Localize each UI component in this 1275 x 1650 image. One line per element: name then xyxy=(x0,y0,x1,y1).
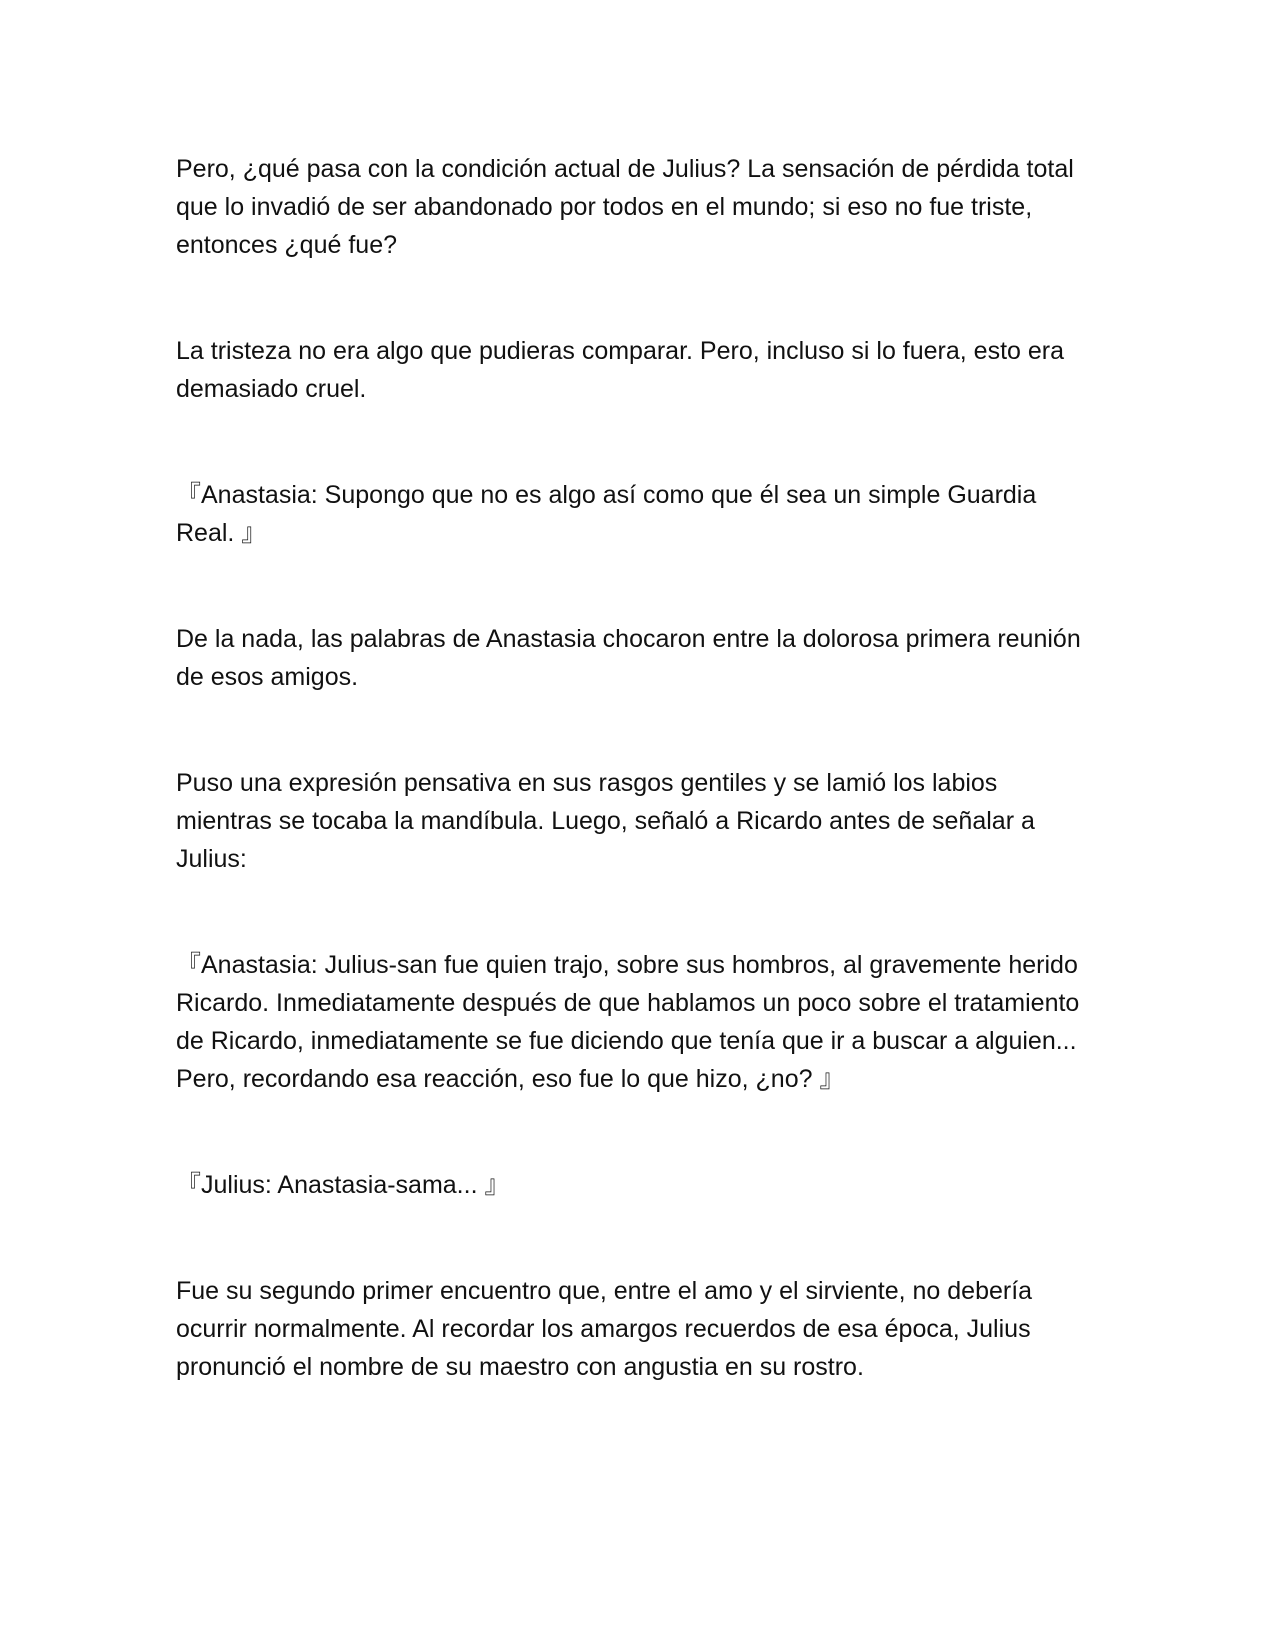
dialogue-anastasia-1: 『Anastasia: Supongo que no es algo así como que él sea un simple Guardia Real. 』 xyxy=(176,481,1037,547)
paragraph-2: La tristeza no era algo que pudieras comparar. Pero, incluso si lo fuera, esto era demasiado cruel. xyxy=(176,337,1065,403)
paragraph-4: Puso una expresión pensativa en sus rasgos gentiles y se lamió los labios mientras se tocaba la mandíbula. Luego, señaló a Ricardo antes de señalar a Julius: xyxy=(176,769,1035,873)
dialogue-julius: 『Julius: Anastasia-sama... 』 xyxy=(176,1171,510,1199)
paragraph-3: De la nada, las palabras de Anastasia chocaron entre la dolorosa primera reunión de esos amigos. xyxy=(176,625,1081,691)
paragraph-1: Pero, ¿qué pasa con la condición actual de Julius? La sensación de pérdida total que lo invadió de ser abandonado por todos en el mundo; si eso no fue triste, entonces ¿qué fue? xyxy=(176,155,1074,259)
dialogue-anastasia-2: 『Anastasia: Julius-san fue quien trajo, sobre sus hombros, al gravemente herido Ricardo. Inmediatamente después de que hablamos un poco sobre el tratamiento de Ricardo, inmediatamente se fue diciendo que tenía que ir a buscar a alguien... Pero, recordando esa reacción, eso fue lo que hizo, ¿no? 』 xyxy=(176,951,1080,1093)
document-body xyxy=(176,150,1096,1454)
paragraph-5: Fue su segundo primer encuentro que, entre el amo y el sirviente, no debería ocurrir normalmente. Al recordar los amargos recuerdos de esa época, Julius pronunció el nombre de su maestro con angustia en su rostro. xyxy=(176,1277,1033,1381)
